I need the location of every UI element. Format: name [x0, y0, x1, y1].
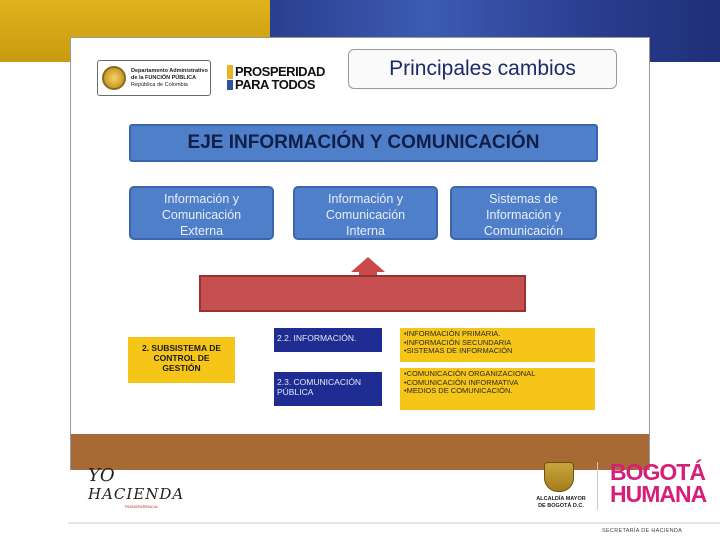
prosperidad-line1: PROSPERIDAD — [235, 64, 325, 79]
slide — [70, 37, 650, 470]
prosperidad-bar-blue — [227, 80, 233, 90]
subsistema-line: CONTROL DE — [153, 353, 210, 363]
alcaldia-line1: ALCALDÍA MAYOR — [536, 496, 586, 502]
comunicacion-list — [400, 368, 595, 410]
red-block — [199, 275, 526, 312]
funcion-publica-logo — [97, 60, 211, 96]
humana-text: HUMANA — [610, 481, 707, 507]
box-line: Interna — [346, 224, 385, 238]
list-item: •INFORMACIÓN PRIMARIA. — [404, 329, 501, 338]
gov-logo-line1: Departamento Administrativo — [131, 68, 208, 74]
prosperidad-line2: PARA TODOS — [235, 77, 315, 92]
box-line: Información y — [485, 208, 562, 222]
box-line: Información y — [163, 192, 240, 206]
bogota-text: BOGOTÁ — [610, 459, 705, 485]
list-item: •COMUNICACIÓN INFORMATIVA — [404, 377, 519, 387]
box-sistemas-informacion — [450, 186, 597, 240]
alcaldia-logo — [530, 462, 592, 518]
alcaldia-line2: DE BOGOTÁ D.C. — [538, 503, 584, 509]
subsistema-line: GESTIÓN — [162, 363, 201, 373]
hacienda-text: HACIENDA — [88, 485, 185, 503]
bogota-humana-logo — [608, 458, 708, 514]
box-line: Externa — [179, 224, 224, 238]
coat-of-arms-icon — [102, 66, 126, 90]
informacion-box: 2.2. INFORMACIÓN. — [274, 328, 382, 352]
bogota-shield-icon — [544, 462, 574, 492]
list-item: •COMUNICACIÓN ORGANIZACIONAL — [404, 369, 536, 378]
box-line: Comunicación — [161, 208, 242, 222]
box-line: Comunicación — [325, 208, 406, 222]
secretaria-label: SECRETARÍA DE HACIENDA — [602, 528, 683, 534]
prosperidad-bar-gold — [227, 65, 233, 79]
comunicacion-publica-box: 2.3. COMUNICACIÓN PÚBLICA — [274, 372, 382, 406]
list-item: •SISTEMAS DE INFORMACIÓN — [404, 346, 513, 355]
subsistema-box — [128, 337, 235, 383]
list-item: •MEDIOS DE COMUNICACIÓN. — [404, 386, 513, 395]
box-line: Información y — [327, 192, 404, 206]
box-comunicacion-externa — [129, 186, 274, 240]
informacion-list — [400, 328, 595, 362]
subsistema-line: 2. SUBSISTEMA DE — [141, 343, 222, 353]
footer-divider — [68, 522, 720, 524]
list-item: •INFORMACIÓN SECUNDARIA — [404, 337, 512, 347]
yo-text: YO — [88, 465, 115, 486]
eje-heading: EJE INFORMACIÓN Y COMUNICACIÓN — [129, 124, 598, 162]
hacienda-subtext: TRANSPARENCIA — [124, 504, 158, 509]
slide-title: Principales cambios — [348, 49, 617, 89]
yo-hacienda-logo — [88, 465, 185, 513]
gov-logo-line3: República de Colombia — [131, 82, 188, 88]
gov-logo-line2: de la FUNCIÓN PÚBLICA — [131, 75, 197, 81]
prosperidad-logo — [227, 62, 325, 94]
box-comunicacion-interna — [293, 186, 438, 240]
up-arrow-icon — [351, 257, 385, 272]
box-line: Comunicación — [483, 224, 564, 238]
box-line: Sistemas de — [489, 192, 558, 206]
logo-divider — [597, 462, 598, 510]
